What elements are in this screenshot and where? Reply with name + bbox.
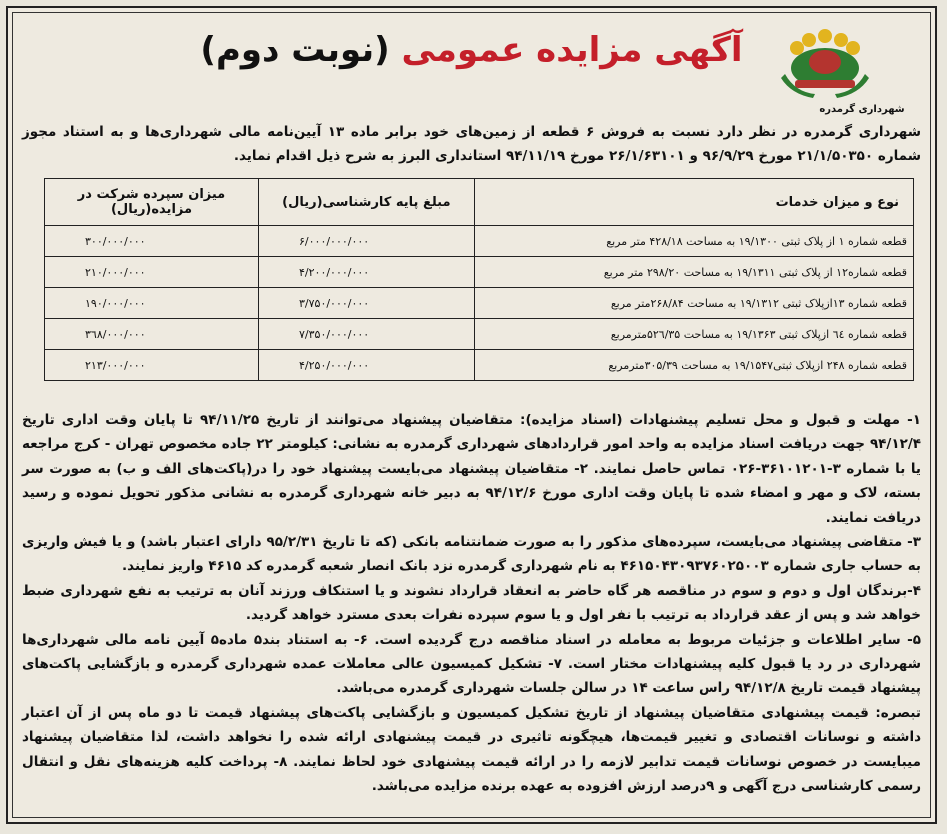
table-row [45,288,914,319]
terms-paragraph: ۱- مهلت و قبول و محل تسلیم پیشنهادات (اسناد مزایده): متقاضیان پیشنهاد می‌توانند از تاریخ ۹۴/۱۱/۲۵ تا پایان وقت اداری تاریخ ۹۴/۱۲/۴ جهت دریافت اسناد مزایده به واحد امور قراردادهای شهرداری گرمدره به نشانی: کیلومتر ۲۲ جاده مخصوص تهران - کرج مراجعه یا با شماره ۳-۳۶۱۰۱۲۰۱-۰۲۶ تماس حاصل نمایند. ۲- متقاضیان پیشنهاد می‌بایست پیشنهاد خود را در(پاکت‌های الف و ب) به صورت سر بسته، لاک و مهر و امضاء شده تا پایان وقت اداری مورخ ۹۴/۱۲/۶ به دبیر خانه شهرداری گرمدره به نشانی مذکور تحویل نموده و رسید دریافت نمایند. [22,412,921,526]
table-row [45,226,914,257]
row-service-type: قطعه شماره ۱۳ازپلاک ثبتی ۱۹/۱۳۱۲ به مساحت ۲۶۸/۸۴متر مربع [474,288,913,319]
row-deposit: ۳٦۸/۰۰۰/۰۰۰ [45,319,259,350]
row-service-type: قطعه شماره۱۲ از پلاک ثبتی ۱۹/۱۳۱۱ به مساحت ۲۹۸/۲۰ متر مربع [474,257,913,288]
table-row [45,350,914,381]
table-row [45,319,914,350]
title-round: (نوبت دوم) [200,30,390,70]
terms-paragraph: تبصره: قیمت پیشنهادی متقاضیان پیشنهاد از تاریخ تشکیل کمیسیون و بازگشایی پاکت‌های پیشنهاد قیمت تا دو ماه پس از آن اعتبار داشته و نوسانات اقتصادی و تغییر قیمت‌ها، هیچگونه تاثیری در قیمت پیشنهادی ارائه شده را نخواهد داشت، لذا متقاضیان پیشنهاد میبایست در خصوص نوسانات قیمت تدابیر لازمه را در ارائه قیمت پیشنهادی خود لحاظ نمایند. ۸- پرداخت کلیه هزینه‌های نقل و انتقال رسمی کارشناسی درج آگهی و ۹درصد ارزش افزوده به عهده برنده مزایده می‌باشد. [22,704,921,795]
row-deposit: ۲۱۰/۰۰۰/۰۰۰ [45,257,259,288]
title-main: آگهی مزایده عمومی [401,30,743,70]
table-row [45,257,914,288]
table-header-row [45,179,914,226]
header-deposit: میزان سپرده شرکت در مزایده(ریال) [45,179,259,226]
header-service-type: نوع و میزان خدمات [474,179,913,226]
row-base-price: ۶/۰۰۰/۰۰۰/۰۰۰ [259,226,475,257]
row-service-type: قطعه شماره ۲۴۸ ازپلاک ثبتی۱۹/۱۵۴۷ به مساحت ۳۰۵/۳۹مترمربع [474,350,913,381]
row-deposit: ۱۹۰/۰۰۰/۰۰۰ [45,288,259,319]
logo-caption: شهرداری گرمدره [819,104,905,115]
row-service-type: قطعه شماره ۱ از پلاک ثبتی ۱۹/۱۳۰۰ به مساحت ۴۲۸/۱۸ متر مربع [474,226,913,257]
municipality-logo-icon [775,22,875,102]
row-base-price: ۴/۲۵۰/۰۰۰/۰۰۰ [259,350,475,381]
page-title [128,30,815,70]
row-deposit: ۲۱۳/۰۰۰/۰۰۰ [45,350,259,381]
terms-paragraph: ۳- متقاضی پیشنهاد می‌بایست، سپرده‌های مذکور را به صورت ضمانتنامه بانکی (که تا تاریخ ۹۵/۲/۳۱ دارای اعتبار باشد) و یا فیش واریزی به حساب جاری شماره ۴۶۱۵۰۴۳۰۹۳۷۶۰۲۵۰۰۳ به نام شهرداری گرمدره نزد بانک انصار شعبه گرمدره کد ۴۶۱۵ واریز نمایند. [22,534,921,575]
terms-paragraph: ۵- سایر اطلاعات و جزئیات مربوط به معامله در اسناد مناقصه درج گردیده است. ۶- به استناد بند۵ ماده۵ آیین نامه مالی شهرداری‌ها شهرداری در رد یا قبول کلیه پیشنهادات مختار است. ۷- تشکیل کمیسیون عالی معاملات عمده شهرداری گرمدره و بازگشایی پاکت‌های پیشنهاد قیمت تاریخ ۹۴/۱۲/۸ راس ساعت ۱۴ در سالن جلسات شهرداری گرمدره می‌باشد. [22,631,921,697]
terms-paragraph: ۴-برندگان اول و دوم و سوم در مناقصه هر گاه حاضر به انعقاد قرارداد نشوند و یا استنکاف ورزند آنان به ترتیب به نفع شهرداری ضبط خواهد شد و پس از عقد قرارداد به ترتیب با نفر اول و یا سوم سپرده نفرات بعدی مسترد خواهد گردید. [22,582,921,624]
intro-paragraph: شهرداری گرمدره در نظر دارد نسبت به فروش ۶ قطعه از زمین‌های خود برابر ماده ۱۳ آیین‌نامه مالی شهرداری‌ها و به استناد مجوز شماره ۲۱/۱/۵۰۳۵۰ مورخ ۹۶/۹/۲۹ و ۲۶/۱/۶۳۱۰۱ مورخ ۹۴/۱۱/۱۹ استانداری البرز به شرح ذیل اقدام نماید. [22,124,921,164]
row-base-price: ۳/۷۵۰/۰۰۰/۰۰۰ [259,288,475,319]
row-base-price: ۷/۳۵۰/۰۰۰/۰۰۰ [259,319,475,350]
services-table [44,178,914,381]
row-service-type: قطعه شماره ٦٤ ازپلاک ثبتی ۱۹/۱۳۶۳ به مساحت ۵۲٦/۳۵مترمربع [474,319,913,350]
header-base-price: مبلغ پایه کارشناسی(ریال) [259,179,475,226]
advertisement-page [6,6,937,824]
terms-section [22,408,921,799]
row-base-price: ۴/۲۰۰/۰۰۰/۰۰۰ [259,257,475,288]
row-deposit: ۳۰۰/۰۰۰/۰۰۰ [45,226,259,257]
